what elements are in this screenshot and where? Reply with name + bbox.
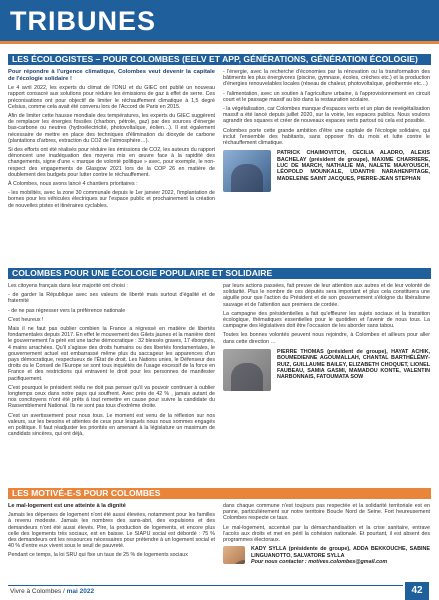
paragraph: - de garder la République avec ses valeurs de liberté mais surtout d'égalité et de fraternité [8, 292, 215, 305]
publication-name: Vivre à Colombes / [10, 588, 67, 595]
paragraph: - l'alimentation, avec un soutien à l'agriculture urbaine, à l'approvisionnement en circuit court et le passage massif au bio dans la restauration scolaire. [223, 90, 430, 103]
paragraph: Colombes porte cette grande ambition d'être une capitale de l'écologie solidaire, qui inclut l'ensemble des habitants, sans opposer fin du mois et lutte contre le réchauffement climatique. [223, 127, 430, 147]
section-title-bar [8, 268, 431, 279]
section-title: LES ÉCOLOGISTES – POUR COLOMBES (EELV ET APP, GÉNÉRATIONS, GÉNÉRATION ÉCOLOGIE) [12, 54, 418, 64]
section-title-bar [8, 54, 431, 65]
column-right [223, 283, 430, 440]
paragraph: Le 4 avril 2022, les experts du climat de l'ONU et du GIEC ont publié un nouveau rapport consacré aux solutions pour réduire les émissions de gaz à effet de serre. Ces préconisations ont pour objectif de limiter le réchauffement climatique à 1,5 degré Celsius, comme cela avait été convenu lors de l'Accord de Paris en 2015. [8, 85, 215, 110]
page-header [0, 0, 439, 44]
paragraph: par leurs actions passées, fait preuve de leur attention aux autres et de leur volonté de solidarité. Plus le nombre de ces députés sera important et plus cela constituera une aiguille pour que l'action du Président et de son gouvernement s'éloigne du libéralisme sauvage et de l'attention aux premiers de cordée. [223, 283, 430, 308]
paragraph: La campagne des présidentielles a fait qu'effleurer les sujets sociaux et la transition écologique, thématiques essentielles pour le quotidien et l'avenir de nous tous. La campagne des législatives doit être l'occasion de les aborder sans tabou. [223, 310, 430, 330]
tribune-ecologistes [8, 54, 431, 212]
paragraph: Si des efforts ont été réalisés pour réduire les émissions de CO2, les auteurs du rapport dénoncent une inadéquation des moyens mis en œuvre face à la rapidité des changements, signe d'une « marque de volonté politique » avec, pour exemple, le non-respect des engagements de Glasgow 2021 lors de la COP 26 en matière de doublement des budgets pour lutter contre le réchauffement. [8, 147, 215, 178]
column-left [8, 503, 215, 565]
paragraph: dans chaque commune n'est toujours pas respectée et la solidarité territoriale est en panne, particulièrement sur notre territoire Boucle Nord de Seine. Fort heureusement Colombes respecte ce taux. [223, 503, 430, 522]
page-footer [0, 582, 439, 600]
paragraph: Afin de limiter cette hausse mondiale des températures, les experts du GIEC suggèrent de remplacer les énergies fossiles (charbon, pétrole, gaz) par des sources d'énergie bas-carbone ou neutres (hydroélectricité, photovoltaïque, éolien…). Il est également nécessaire de mettre en place des techniques d'élimination du dioxyde de carbone (plantations d'arbres, extraction du CO2 de l'atmosphère…). [8, 113, 215, 144]
paragraph: Jamais les dépenses de logement n'ont été aussi élevées, notamment pour les familles à revenu modeste. Jamais les nombres des sans-abri, des expulsions et des demandeurs n'ont été aussi élevés. Pire, la production de logements, et encore plus celle des logements très sociaux, est en baisse. Le SIAPU social est débordé : 75 % des demandeurs ont les ressources nécessaires pour prétendre à un logement social et 40 % d'entre eux vivent sous le seuil de pauvreté. [8, 512, 215, 550]
group-photo [223, 546, 245, 564]
column-left [8, 69, 215, 212]
article-lead: Le mal-logement est une atteinte à la dignité [8, 503, 126, 509]
group-photo [223, 349, 271, 391]
authors-list: KADY SYLLA (présidente de groupe), ADDA BEKKOUCHE, SABINE LINGUANOTTO, SALVATORE SYLLA [251, 546, 430, 559]
group-photo [223, 150, 271, 192]
tribune-motives [8, 488, 431, 565]
paragraph: Toutes les bonnes volontés peuvent nous rejoindre, à Colombes et ailleurs pour aller dans cette direction … [223, 332, 430, 345]
footer-divider [8, 585, 403, 586]
paragraph: - les mobilités, avec la zone 30 communale depuis le 1er janvier 2022, l'implantation de bornes pour les véhicules électriques sur l'espace public et prochainement la création de nouvelles pistes et itinéraires cyclables. [8, 190, 215, 209]
paragraph: - l'énergie, avec la recherche d'économies par la rénovation ou la transformation des bâtiments les plus énergivores (piscine, gymnase, écoles, crèches etc.) et la production d'énergies renouvelables locales (réseau de chaleur, photovoltaïque, géothermie etc…) [223, 69, 430, 88]
issue-date: mai 2022 [66, 588, 95, 595]
section-title-bar [8, 488, 431, 499]
article-lead: Pour répondre à l'urgence climatique, Colombes veut devenir la capitale de l'écologie solidaire ! [8, 69, 215, 82]
column-left [8, 283, 215, 440]
page-title: TRIBUNES [10, 6, 157, 36]
footer-publication [10, 588, 94, 595]
paragraph: C'est heureux ! [8, 316, 44, 323]
authors-block [223, 150, 430, 192]
authors-list: PIERRE THOMAS (président de groupe), HAYAT ACHIK, BOUMEDIENNE AGOUMALLAH, CHANTAL BARTHÉLÉMY-RUIZ, GUILLAUME BAILEY, ELIZABETH CHOQUET, LIONEL FAUBEAU, SAMIA GASMI, MAMADOU KONTE, VALENTIN NARBONNAIS, FATOUMATA SOW [277, 348, 430, 381]
paragraph: - la végétalisation, car Colombes manque d'espaces verts et un plan de revégétalisation massif a été lancé depuis juillet 2020, sur la voirie, les espaces publics. Nous voulons agrandir des squares et créer de nouveaux espaces verts partout où cela est possible. [223, 106, 430, 125]
contact-email: Pour nous contacter : motives.colombes@gmail.com [251, 559, 388, 566]
column-right [223, 69, 430, 212]
page-number: 42 [405, 582, 429, 600]
paragraph: Les citoyens français dans leur majorité ont choisi : [8, 283, 128, 289]
paragraph: C'est un avertissement pour nous tous. Le moment est venu de la réflexion sur nos valeurs, sur les besoins et attentes de ceux pour lesquels nous nous sommes engagés en politique. Il faut réadjuster les priorités en amenant à la législature un maximum de candidats sincères, qui ont déjà, [8, 412, 215, 438]
authors-block [223, 546, 430, 565]
paragraph: Mais il ne faut pas oublier combien la France a régressé en matière de libertés fondamentales depuis 2017. En effet le mouvement des Gilets jaunes et la manière dont le gouvernement l'a géré est une tache démocratique : 32 blessés graves, 17 éborgnés, 4 mains arrachées. Qu'il s'agisse des droits humains ou des libertés fondamentales, le gouvernement actuel est embarrassé même plus du saccageur les apparences d'un pays démocratique, respectueux de l'État de droit. Les Nations unies, le Défenseur des droits ou le Conseil de l'Europe se sont tous inquiétés de l'usage excessif de la force en France et des restrictions qui entravent le droit pour les personnes de manifester pacifiquement. [8, 326, 215, 382]
authors-block [223, 349, 430, 391]
paragraph: À Colombes, nous avons lancé 4 chantiers prioritaires : [8, 181, 138, 188]
tribune-ecologie-populaire [8, 268, 431, 440]
paragraph: Le mal-logement, accentué par la démarchandisation et la crise sanitaire, entrave l'accès aux droits et met en péril la cohésion nationale. Et pourtant, il est absent des programmes électoraux. [223, 524, 430, 544]
authors-wrap [251, 546, 430, 565]
paragraph: Pendant ce temps, la loi SRU qui fixe un taux de 25 % de logements sociaux [8, 552, 188, 559]
column-right [223, 503, 430, 565]
section-title: COLOMBES POUR UNE ÉCOLOGIE POPULAIRE ET SOLIDAIRE [12, 268, 273, 278]
paragraph: - de ne pas régresser vers la préférence nationale [8, 307, 126, 314]
authors-list: PATRICK CHAIMOVITCH, CECILIA ALADRO, ALEXIS BACHELAY (président de groupe), MAXIME CHARRIERE, LUC DE MARCH, NATHALIE MA, NALETE MAAYOUSCH, LÉOPOLD MOUNKALE, UDANTHI NARAHENPITAGE, MADELEINE SAINT JACQUES, PIERRE-JEAN STEPHAN [277, 150, 430, 182]
paragraph: C'est pourquoi le président réélu ne doit pas penser qu'il va pouvoir continuer à oublier longtemps ceux dans notre pays qui souffrent. Avec près de 42 % , jamais autant de nos concitoyens n'ont été prêts à tout remettre en cause pour suivre la candidate du Rassemblement National. Ils ne sont pas tous d'extrême droite. [8, 384, 215, 410]
section-title: LES MOTIVÉ-E-S POUR COLOMBES [12, 488, 161, 498]
